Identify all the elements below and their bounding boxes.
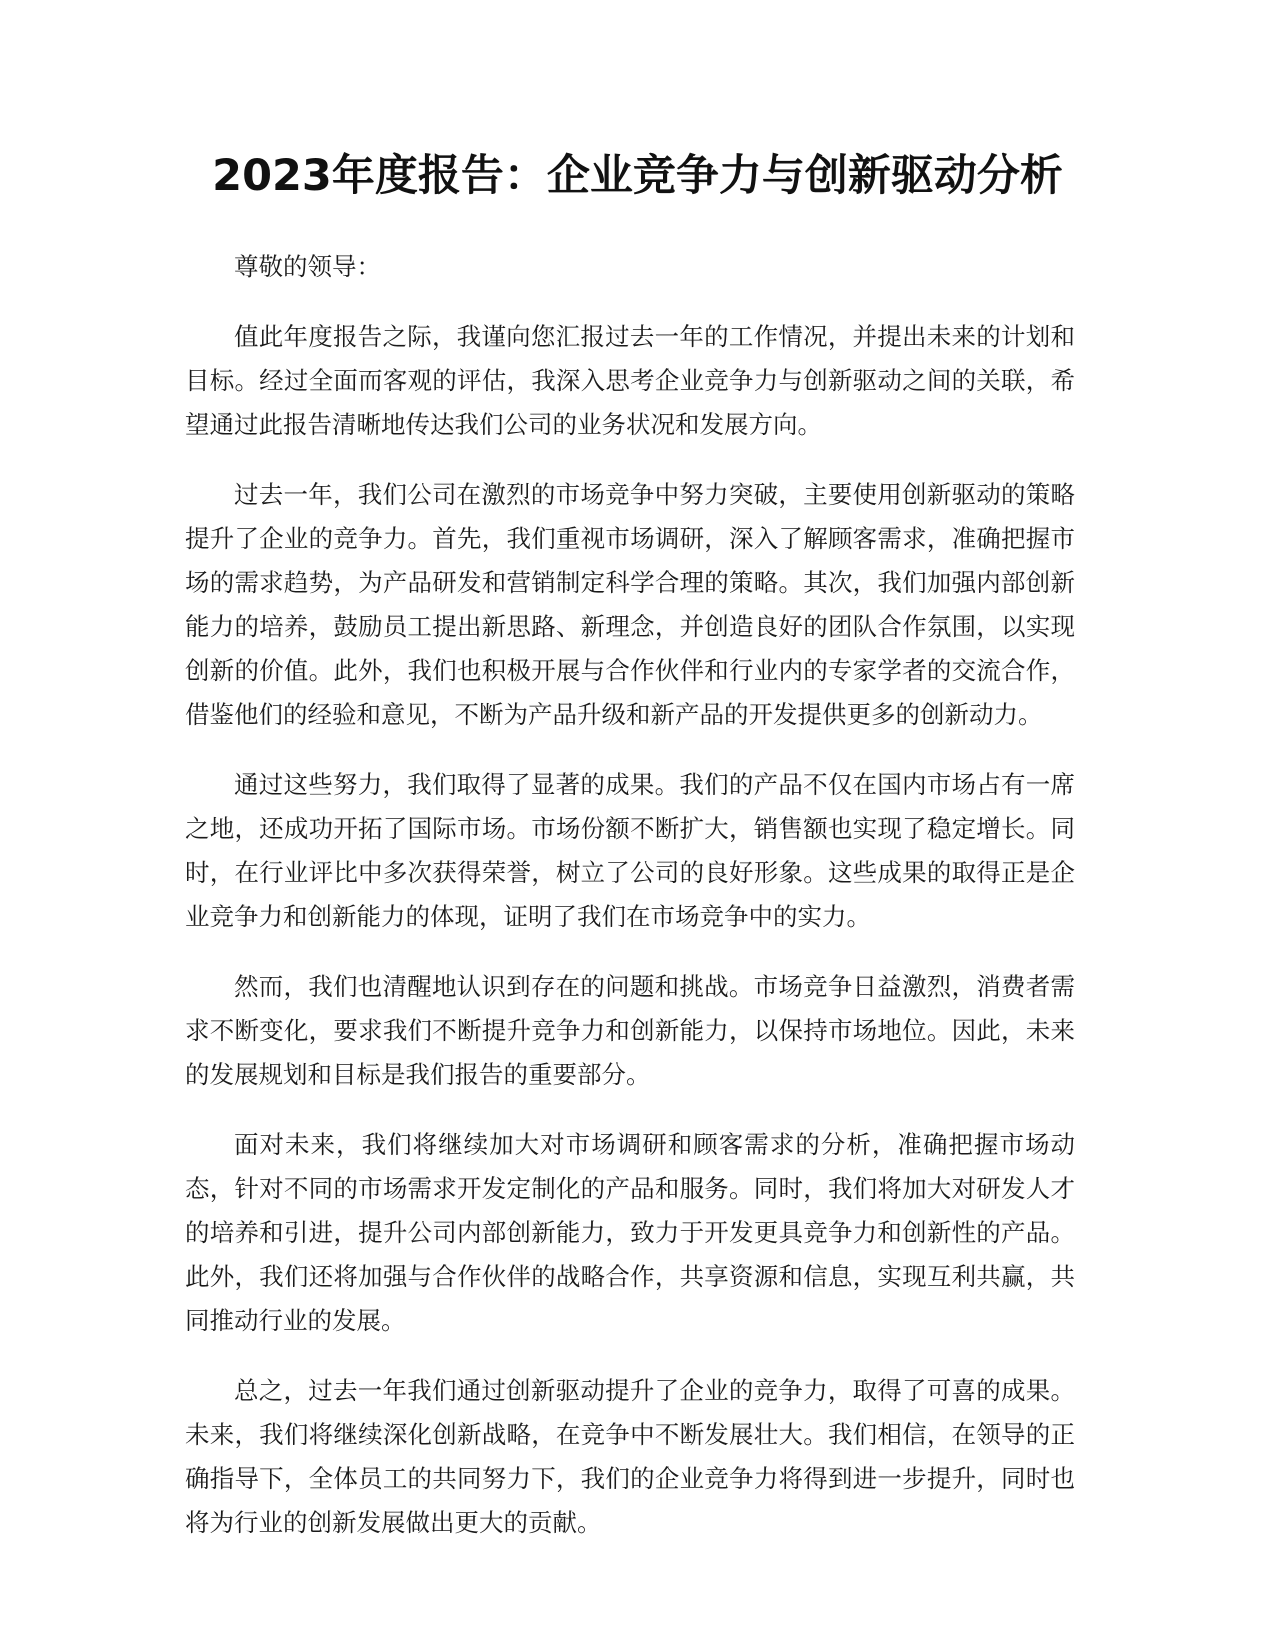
- body-paragraph: 面对未来，我们将继续加大对市场调研和顾客需求的分析，准确把握市场动态，针对不同的市场需求开发定制化的产品和服务。同时，我们将加大对研发人才的培养和引进，提升公司内部创新能力，致力于开发更具竞争力和创新性的产品。此外，我们还将加强与合作伙伴的战略合作，共享资源和信息，实现互利共赢，共同推动行业的发展。: [185, 1130, 1075, 1335]
- body-paragraph: 然而，我们也清醒地认识到存在的问题和挑战。市场竞争日益激烈，消费者需求不断变化，要求我们不断提升竞争力和创新能力，以保持市场地位。因此，未来的发展规划和目标是我们报告的重要部分。: [185, 972, 1075, 1089]
- body-paragraph: 过去一年，我们公司在激烈的市场竞争中努力突破，主要使用创新驱动的策略提升了企业的竞争力。首先，我们重视市场调研，深入了解顾客需求，准确把握市场的需求趋势，为产品研发和营销制定科学合理的策略。其次，我们加强内部创新能力的培养，鼓励员工提出新思路、新理念，并创造良好的团队合作氛围，以实现创新的价值。此外，我们也积极开展与合作伙伴和行业内的专家学者的交流合作，借鉴他们的经验和意见，不断为产品升级和新产品的开发提供更多的创新动力。: [185, 480, 1075, 729]
- document-title: 2023年度报告：企业竞争力与创新驱动分析: [212, 151, 1063, 201]
- document-body: [185, 245, 1075, 1571]
- body-paragraph: 通过这些努力，我们取得了显著的成果。我们的产品不仅在国内市场占有一席之地，还成功开拓了国际市场。市场份额不断扩大，销售额也实现了稳定增长。同时，在行业评比中多次获得荣誉，树立了公司的良好形象。这些成果的取得正是企业竞争力和创新能力的体现，证明了我们在市场竞争中的实力。: [185, 770, 1075, 931]
- salutation: 尊敬的领导：: [234, 252, 381, 281]
- body-paragraph: 总之，过去一年我们通过创新驱动提升了企业的竞争力，取得了可喜的成果。未来，我们将继续深化创新战略，在竞争中不断发展壮大。我们相信，在领导的正确指导下，全体员工的共同努力下，我们的企业竞争力将得到进一步提升，同时也将为行业的创新发展做出更大的贡献。: [185, 1376, 1075, 1537]
- body-paragraph: 值此年度报告之际，我谨向您汇报过去一年的工作情况，并提出未来的计划和目标。经过全面而客观的评估，我深入思考企业竞争力与创新驱动之间的关联，希望通过此报告清晰地传达我们公司的业务状况和发展方向。: [185, 322, 1075, 439]
